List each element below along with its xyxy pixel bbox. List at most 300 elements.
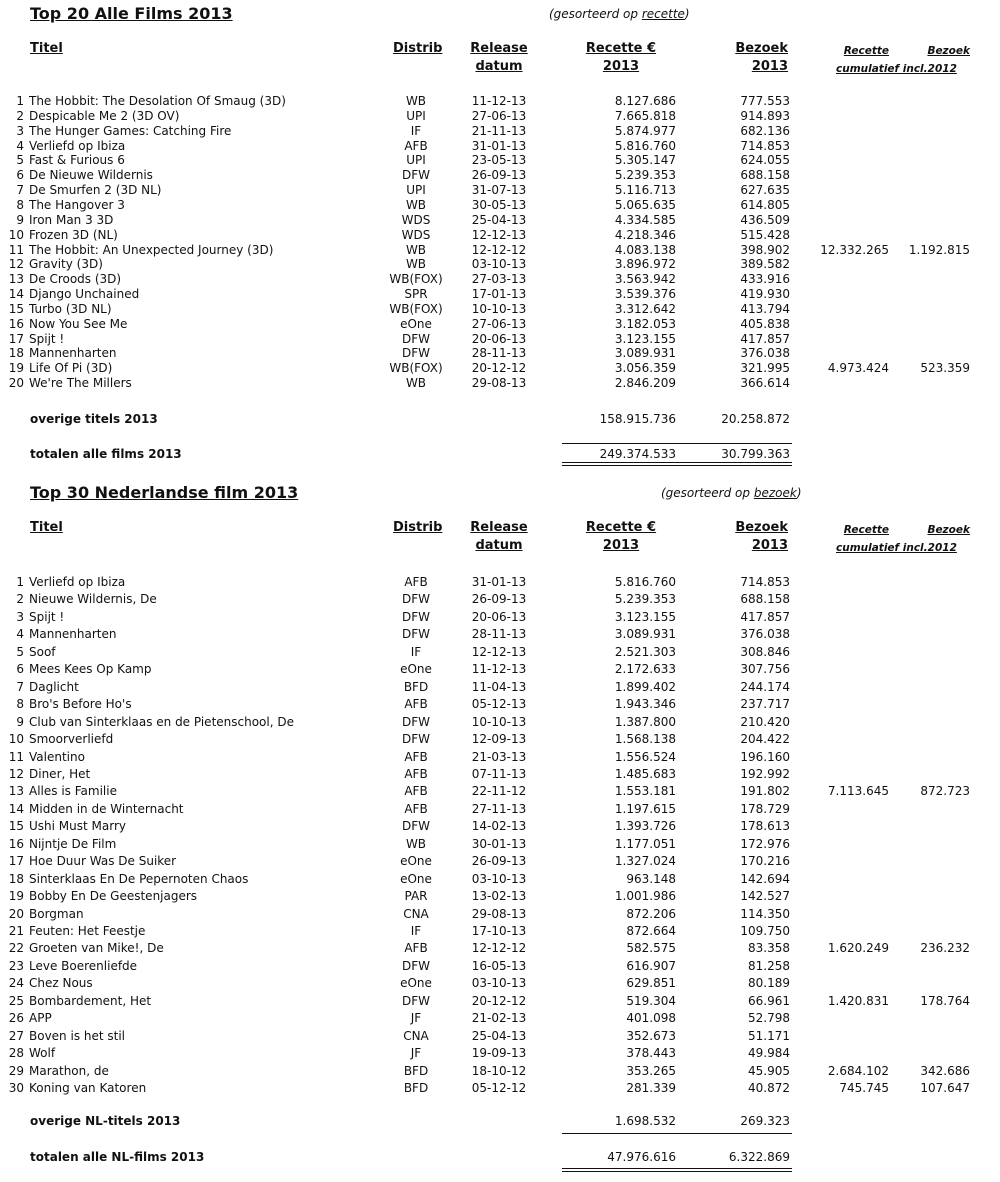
table-row <box>0 802 1000 817</box>
film-title: Bro's Before Ho's <box>29 697 132 712</box>
table-row <box>0 272 1000 287</box>
header-titel: Titel <box>30 41 63 56</box>
film-title: Nijntje De Film <box>29 836 117 851</box>
recette-cumulative: 4.973.424 <box>827 361 889 376</box>
film-title: The Hunger Games: Catching Fire <box>29 123 232 138</box>
distributor: WB <box>405 197 427 212</box>
table-row <box>0 1046 1000 1061</box>
recette-2013: 281.339 <box>626 1081 676 1096</box>
release-date: 25-04-13 <box>471 1028 527 1043</box>
recette-cumulative: 12.332.265 <box>820 242 889 257</box>
recette-2013: 1.899.402 <box>614 679 676 694</box>
distributor: WB(FOX) <box>389 272 443 287</box>
recette-2013: 352.673 <box>626 1028 676 1043</box>
rank: 22 <box>8 941 24 956</box>
distributor: AFB <box>404 784 428 799</box>
header-cum-recette: Recette <box>843 524 889 536</box>
distributor: eOne <box>400 854 432 869</box>
recette-2013: 3.056.359 <box>614 361 676 376</box>
table-row <box>0 680 1000 695</box>
overige-recette: 158.915.736 <box>599 412 676 426</box>
film-title: Valentino <box>29 749 85 764</box>
film-title: Koning van Katoren <box>29 1081 147 1096</box>
total-rule-bottom-2 <box>562 1171 792 1172</box>
film-title: Marathon, de <box>29 1063 109 1078</box>
top20-sort-note <box>549 7 690 21</box>
rank: 24 <box>8 976 24 991</box>
distributor: DFW <box>401 331 430 346</box>
recette-2013: 1.393.726 <box>614 819 676 834</box>
rank: 13 <box>8 784 24 799</box>
release-date: 20-06-13 <box>471 331 527 346</box>
total-rule-bottom-1 <box>562 1168 792 1169</box>
table-row <box>0 889 1000 904</box>
recette-2013: 5.816.760 <box>614 138 676 153</box>
top30-title: Top 30 Nederlandse film 2013 <box>30 483 299 502</box>
recette-2013: 963.148 <box>626 871 676 886</box>
rank: 2 <box>16 108 24 123</box>
film-title: Hoe Duur Was De Suiker <box>29 854 177 869</box>
recette-2013: 3.312.642 <box>614 301 676 316</box>
distributor: DFW <box>401 958 430 973</box>
distributor: eOne <box>400 662 432 677</box>
release-date: 28-11-13 <box>471 627 527 642</box>
bezoek-2013: 191.802 <box>740 784 790 799</box>
film-title: Wolf <box>29 1046 56 1061</box>
recette-2013: 401.098 <box>626 1011 676 1026</box>
film-title: Spijt ! <box>29 331 65 346</box>
distributor: eOne <box>400 871 432 886</box>
distributor: DFW <box>401 732 430 747</box>
recette-2013: 1.553.181 <box>614 784 676 799</box>
table-row <box>0 317 1000 332</box>
distributor: WB <box>405 94 427 108</box>
rank: 9 <box>16 212 24 227</box>
recette-cumulative: 7.113.645 <box>827 784 889 799</box>
distributor: eOne <box>400 316 432 331</box>
recette-2013: 519.304 <box>626 993 676 1008</box>
release-date: 10-10-13 <box>471 301 527 316</box>
film-title: Ushi Must Marry <box>29 819 126 834</box>
bezoek-2013: 172.976 <box>740 836 790 851</box>
table-row <box>0 153 1000 168</box>
header-bezoek-year: 2013 <box>751 59 788 74</box>
recette-cumulative: 745.745 <box>839 1081 889 1096</box>
release-date: 29-08-13 <box>471 906 527 921</box>
distributor: AFB <box>404 697 428 712</box>
film-title: Fast & Furious 6 <box>29 153 125 168</box>
rank: 18 <box>8 871 24 886</box>
sort-key: bezoek <box>753 486 797 500</box>
recette-2013: 1.556.524 <box>614 749 676 764</box>
table-row <box>0 784 1000 799</box>
release-date: 22-11-12 <box>471 784 527 799</box>
rank: 11 <box>8 242 24 257</box>
bezoek-2013: 682.136 <box>740 123 790 138</box>
bezoek-2013: 192.992 <box>740 766 790 781</box>
distributor: UPI <box>406 153 426 168</box>
distributor: CNA <box>403 906 429 921</box>
recette-2013: 4.083.138 <box>614 242 676 257</box>
overige-bezoek: 269.323 <box>740 1114 790 1128</box>
distributor: BFD <box>403 1081 429 1096</box>
bezoek-2013: 624.055 <box>740 153 790 168</box>
release-date: 31-01-13 <box>471 575 527 589</box>
rank: 28 <box>8 1046 24 1061</box>
rank: 2 <box>16 592 24 607</box>
distributor: IF <box>410 644 422 659</box>
sort-prefix: (gesorteerd op <box>661 486 754 500</box>
film-title: APP <box>29 1011 52 1026</box>
film-title: Mannenharten <box>29 627 117 642</box>
bezoek-2013: 170.216 <box>740 854 790 869</box>
rank: 7 <box>16 183 24 198</box>
release-date: 21-03-13 <box>471 749 527 764</box>
bezoek-2013: 376.038 <box>740 627 790 642</box>
release-date: 16-05-13 <box>471 958 527 973</box>
rank: 9 <box>16 714 24 729</box>
rank: 11 <box>8 749 24 764</box>
film-title: Smoorverliefd <box>29 732 114 747</box>
bezoek-2013: 114.350 <box>740 906 790 921</box>
release-date: 12-09-13 <box>471 732 527 747</box>
recette-2013: 872.206 <box>626 906 676 921</box>
totalen-bezoek: 6.322.869 <box>728 1150 790 1164</box>
table-row <box>0 257 1000 272</box>
recette-2013: 1.001.986 <box>614 889 676 904</box>
bezoek-2013: 436.509 <box>740 212 790 227</box>
distributor: DFW <box>401 627 430 642</box>
distributor: CNA <box>403 1028 429 1043</box>
header-cum-label: cumulatief incl.2012 <box>836 542 957 554</box>
table-row <box>0 627 1000 642</box>
release-date: 19-09-13 <box>471 1046 527 1061</box>
bezoek-2013: 109.750 <box>740 924 790 938</box>
table-row <box>0 287 1000 302</box>
table-row <box>0 332 1000 347</box>
bezoek-2013: 376.038 <box>740 346 790 361</box>
rank: 16 <box>8 316 24 331</box>
recette-2013: 3.123.155 <box>614 609 676 624</box>
header-titel: Titel <box>30 520 63 535</box>
release-date: 23-05-13 <box>471 153 527 168</box>
distributor: AFB <box>404 766 428 781</box>
top30-totalen-row <box>0 1149 1000 1165</box>
recette-2013: 3.896.972 <box>614 257 676 272</box>
total-rule-bottom-1 <box>562 462 792 463</box>
totalen-recette: 249.374.533 <box>599 447 676 461</box>
rank: 4 <box>16 138 24 153</box>
distributor: WB(FOX) <box>389 301 443 316</box>
film-title: The Hobbit: The Desolation Of Smaug (3D) <box>29 94 286 108</box>
table-row <box>0 854 1000 869</box>
distributor: DFW <box>401 609 430 624</box>
header-distrib: Distrib <box>393 520 443 535</box>
release-date: 20-06-13 <box>471 609 527 624</box>
table-row <box>0 139 1000 154</box>
film-title: Bombardement, Het <box>29 993 152 1008</box>
bezoek-2013: 389.582 <box>740 257 790 272</box>
bezoek-2013: 66.961 <box>748 993 790 1008</box>
table-row <box>0 976 1000 991</box>
distributor: AFB <box>404 801 428 816</box>
bezoek-2013: 627.635 <box>740 183 790 198</box>
bezoek-2013: 714.853 <box>740 138 790 153</box>
top20-title: Top 20 Alle Films 2013 <box>30 4 233 23</box>
total-rule-top <box>562 443 792 444</box>
rank: 13 <box>8 272 24 287</box>
film-title: Groeten van Mike!, De <box>29 941 164 956</box>
rank: 14 <box>8 287 24 302</box>
rank: 15 <box>8 819 24 834</box>
bezoek-2013: 914.893 <box>740 108 790 123</box>
release-date: 25-04-13 <box>471 212 527 227</box>
release-date: 26-09-13 <box>471 592 527 607</box>
table-row <box>0 94 1000 109</box>
rank: 5 <box>16 644 24 659</box>
bezoek-2013: 40.872 <box>748 1081 790 1096</box>
distributor: AFB <box>404 941 428 956</box>
bezoek-2013: 417.857 <box>740 609 790 624</box>
distributor: WB <box>405 376 427 391</box>
film-title: De Nieuwe Wildernis <box>29 168 153 183</box>
header-release-datum: datum <box>475 538 523 553</box>
film-title: Daglicht <box>29 679 79 694</box>
distributor: WB(FOX) <box>389 361 443 376</box>
bezoek-2013: 366.614 <box>740 376 790 391</box>
bezoek-2013: 405.838 <box>740 316 790 331</box>
bezoek-2013: 83.358 <box>748 941 790 956</box>
recette-2013: 8.127.686 <box>614 94 676 108</box>
table-row <box>0 697 1000 712</box>
bezoek-2013: 614.805 <box>740 197 790 212</box>
film-title: Chez Nous <box>29 976 93 991</box>
recette-2013: 5.239.353 <box>614 592 676 607</box>
totalen-label: totalen alle films 2013 <box>30 447 182 461</box>
header-release: Release <box>470 41 528 56</box>
recette-cumulative: 2.684.102 <box>827 1063 889 1078</box>
header-cum-bezoek: Bezoek <box>927 45 970 57</box>
table-row <box>0 715 1000 730</box>
bezoek-2013: 51.171 <box>748 1028 790 1043</box>
bezoek-2013: 413.794 <box>740 301 790 316</box>
release-date: 11-12-13 <box>471 94 527 108</box>
film-title: Spijt ! <box>29 609 65 624</box>
film-title: Borgman <box>29 906 84 921</box>
table-row <box>0 302 1000 317</box>
film-title: Bobby En De Geestenjagers <box>29 889 198 904</box>
sort-suffix: ) <box>796 486 802 500</box>
rank: 6 <box>16 168 24 183</box>
table-row <box>0 361 1000 376</box>
table-row <box>0 109 1000 124</box>
film-title: De Croods (3D) <box>29 272 122 287</box>
table-row <box>0 1081 1000 1096</box>
distributor: UPI <box>406 108 426 123</box>
header-recette-year: 2013 <box>602 538 640 553</box>
table-row <box>0 645 1000 660</box>
release-date: 17-10-13 <box>471 924 527 938</box>
table-row <box>0 941 1000 956</box>
recette-2013: 5.874.977 <box>614 123 676 138</box>
table-row <box>0 750 1000 765</box>
release-date: 12-12-13 <box>471 644 527 659</box>
release-date: 03-10-13 <box>471 976 527 991</box>
release-date: 05-12-13 <box>471 697 527 712</box>
recette-2013: 5.305.147 <box>614 153 676 168</box>
bezoek-2013: 196.160 <box>740 749 790 764</box>
totalen-label: totalen alle NL-films 2013 <box>30 1150 205 1164</box>
bezoek-2013: 714.853 <box>740 575 790 589</box>
table-row <box>0 243 1000 258</box>
release-date: 03-10-13 <box>471 257 527 272</box>
bezoek-2013: 142.694 <box>740 871 790 886</box>
film-title: De Smurfen 2 (3D NL) <box>29 183 162 198</box>
distributor: eOne <box>400 976 432 991</box>
table-row <box>0 662 1000 677</box>
distributor: DFW <box>401 592 430 607</box>
rank: 27 <box>8 1028 24 1043</box>
release-date: 30-01-13 <box>471 836 527 851</box>
recette-2013: 3.123.155 <box>614 331 676 346</box>
bezoek-2013: 688.158 <box>740 592 790 607</box>
recette-2013: 353.265 <box>626 1063 676 1078</box>
rank: 10 <box>8 227 24 242</box>
recette-2013: 3.539.376 <box>614 287 676 302</box>
header-cum-label: cumulatief incl.2012 <box>836 63 957 75</box>
film-title: Nieuwe Wildernis, De <box>29 592 157 607</box>
release-date: 21-11-13 <box>471 123 527 138</box>
table-row <box>0 872 1000 887</box>
recette-2013: 3.089.931 <box>614 346 676 361</box>
recette-cumulative: 1.420.831 <box>827 993 889 1008</box>
film-title: Diner, Het <box>29 766 91 781</box>
bezoek-2013: 321.995 <box>740 361 790 376</box>
film-title: Midden in de Winternacht <box>29 801 184 816</box>
distributor: DFW <box>401 168 430 183</box>
release-date: 27-03-13 <box>471 272 527 287</box>
release-date: 20-12-12 <box>471 993 527 1008</box>
film-title: Sinterklaas En De Pepernoten Chaos <box>29 871 249 886</box>
recette-2013: 1.197.615 <box>614 801 676 816</box>
table-row <box>0 168 1000 183</box>
bezoek-2013: 433.916 <box>740 272 790 287</box>
rank: 8 <box>16 197 24 212</box>
overige-label: overige NL-titels 2013 <box>30 1114 181 1128</box>
recette-2013: 378.443 <box>626 1046 676 1061</box>
table-row <box>0 924 1000 939</box>
recette-2013: 1.177.051 <box>614 836 676 851</box>
distributor: DFW <box>401 346 430 361</box>
rank: 20 <box>8 906 24 921</box>
header-recette: Recette € <box>585 41 657 56</box>
rank: 15 <box>8 301 24 316</box>
recette-2013: 616.907 <box>626 958 676 973</box>
rank: 25 <box>8 993 24 1008</box>
rank: 19 <box>8 361 24 376</box>
rank: 26 <box>8 1011 24 1026</box>
bezoek-2013: 45.905 <box>748 1063 790 1078</box>
bezoek-cumulative: 107.647 <box>920 1081 970 1096</box>
header-distrib: Distrib <box>393 41 443 56</box>
table-row <box>0 837 1000 852</box>
bezoek-2013: 237.717 <box>740 697 790 712</box>
film-title: Verliefd op Ibiza <box>29 575 126 589</box>
distributor: DFW <box>401 993 430 1008</box>
overige-label: overige titels 2013 <box>30 412 158 426</box>
distributor: IF <box>410 924 422 938</box>
rank: 8 <box>16 697 24 712</box>
release-date: 18-10-12 <box>471 1063 527 1078</box>
rank: 1 <box>16 575 24 589</box>
recette-2013: 2.521.303 <box>614 644 676 659</box>
bezoek-2013: 80.189 <box>748 976 790 991</box>
recette-2013: 3.182.053 <box>614 316 676 331</box>
distributor: DFW <box>401 819 430 834</box>
table-row <box>0 994 1000 1009</box>
release-date: 26-09-13 <box>471 168 527 183</box>
top20-totalen-row <box>0 446 1000 462</box>
totalen-bezoek: 30.799.363 <box>721 447 790 461</box>
table-row <box>0 592 1000 607</box>
rank: 12 <box>8 257 24 272</box>
header-bezoek-year: 2013 <box>751 538 788 553</box>
film-title: Boven is het stil <box>29 1028 126 1043</box>
release-date: 12-12-12 <box>471 242 527 257</box>
table-row <box>0 198 1000 213</box>
recette-2013: 5.116.713 <box>614 183 676 198</box>
total-rule-bottom-2 <box>562 465 792 466</box>
release-date: 28-11-13 <box>471 346 527 361</box>
film-title: Turbo (3D NL) <box>29 301 112 316</box>
release-date: 29-08-13 <box>471 376 527 391</box>
distributor: BFD <box>403 1063 429 1078</box>
distributor: WB <box>405 836 427 851</box>
distributor: AFB <box>404 138 428 153</box>
release-date: 14-02-13 <box>471 819 527 834</box>
bezoek-cumulative: 1.192.815 <box>908 242 970 257</box>
recette-cumulative: 1.620.249 <box>827 941 889 956</box>
recette-2013: 872.664 <box>626 924 676 938</box>
header-release: Release <box>470 520 528 535</box>
recette-2013: 582.575 <box>626 941 676 956</box>
film-title: Life Of Pi (3D) <box>29 361 113 376</box>
film-title: Mees Kees Op Kamp <box>29 662 152 677</box>
table-row <box>0 767 1000 782</box>
film-title: We're The Millers <box>29 376 132 391</box>
recette-2013: 629.851 <box>626 976 676 991</box>
table-row <box>0 346 1000 361</box>
distributor: AFB <box>404 749 428 764</box>
rank: 29 <box>8 1063 24 1078</box>
recette-2013: 7.665.818 <box>614 108 676 123</box>
table-row <box>0 183 1000 198</box>
rank: 3 <box>16 123 24 138</box>
distributor: WDS <box>401 212 431 227</box>
rank: 23 <box>8 958 24 973</box>
bezoek-2013: 81.258 <box>748 958 790 973</box>
rank: 3 <box>16 609 24 624</box>
recette-2013: 4.218.346 <box>614 227 676 242</box>
release-date: 03-10-13 <box>471 871 527 886</box>
bezoek-2013: 244.174 <box>740 679 790 694</box>
bezoek-2013: 419.930 <box>740 287 790 302</box>
film-title: Mannenharten <box>29 346 117 361</box>
distributor: WB <box>405 242 427 257</box>
recette-2013: 1.387.800 <box>614 714 676 729</box>
rank: 10 <box>8 732 24 747</box>
recette-2013: 1.327.024 <box>614 854 676 869</box>
